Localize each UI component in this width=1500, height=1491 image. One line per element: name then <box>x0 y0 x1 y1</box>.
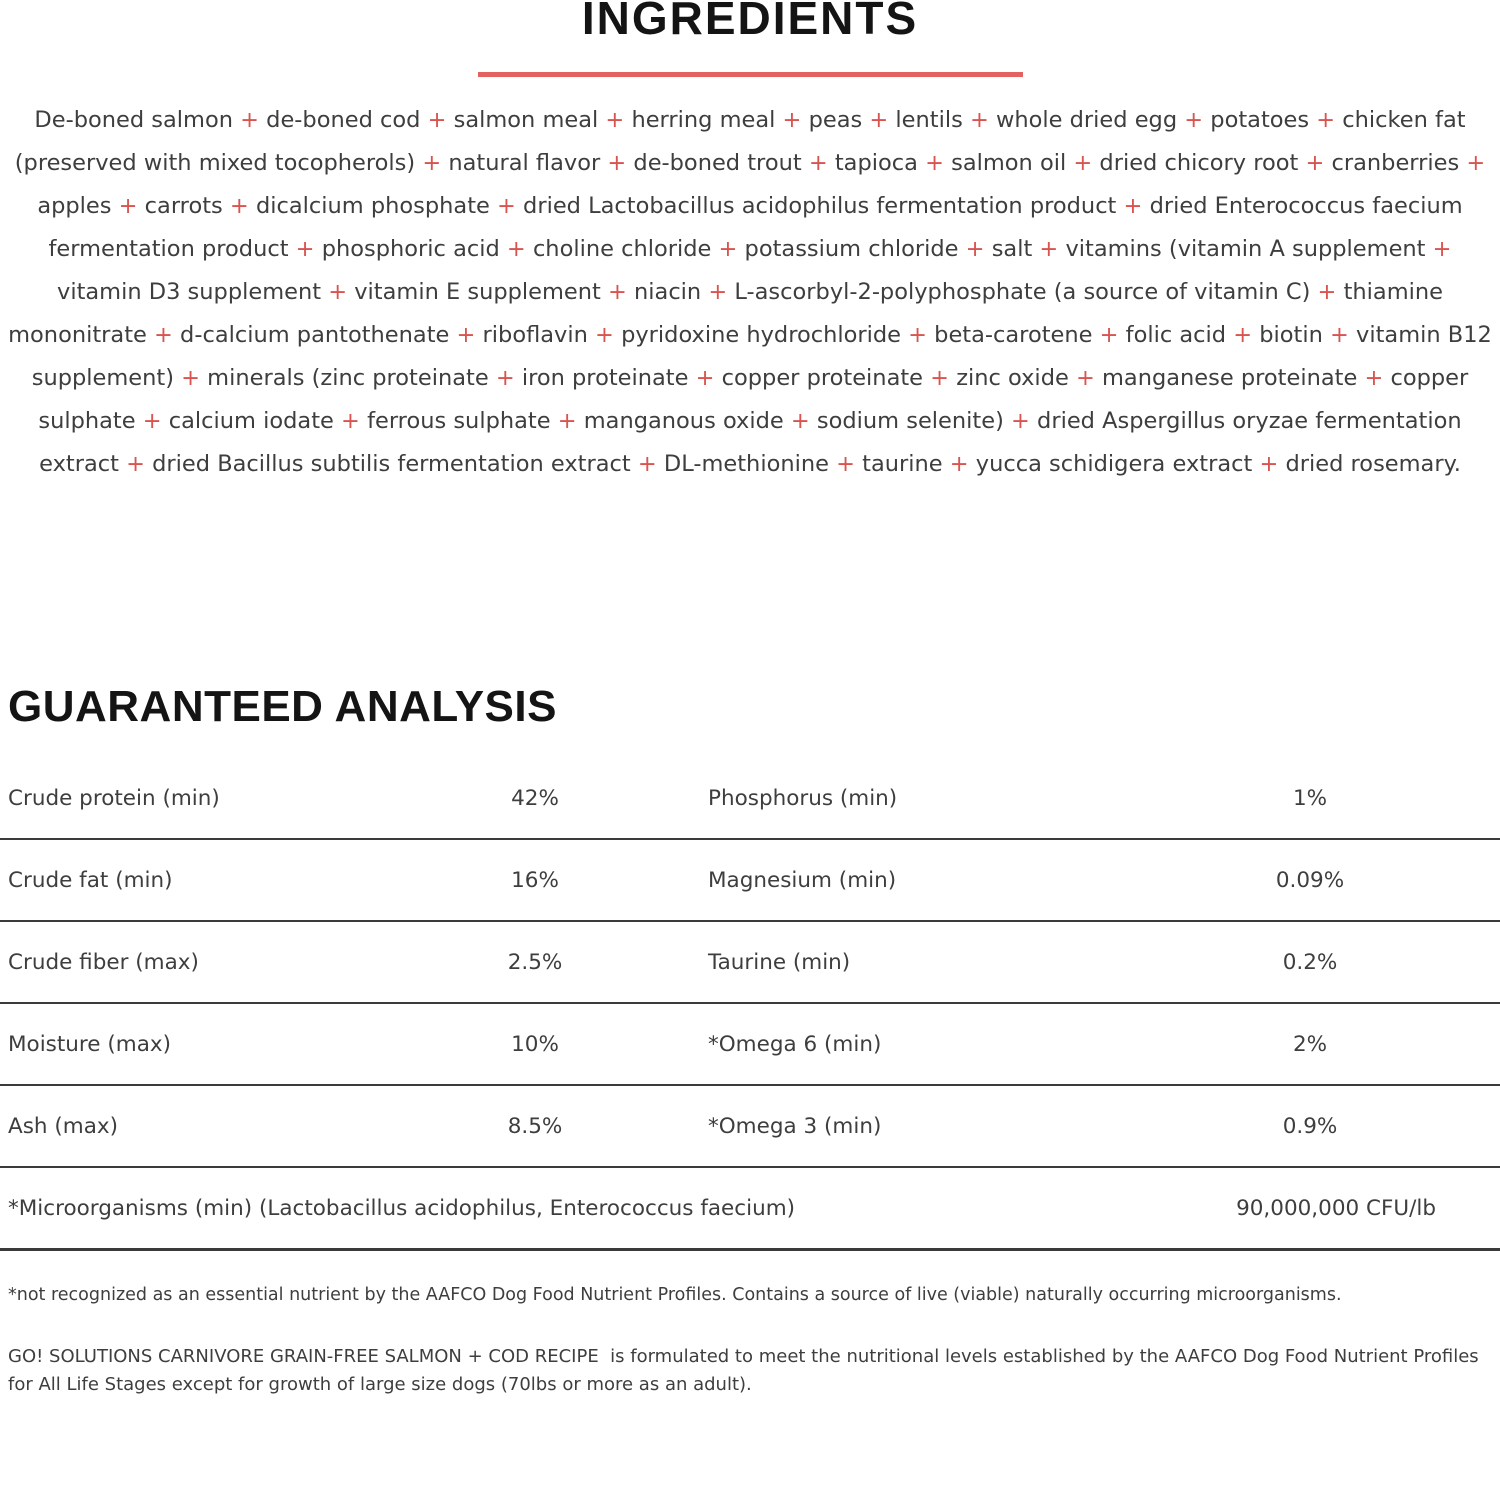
ingredient-item: dried Enterococcus faecium fermentation product <box>48 193 1463 262</box>
ingredient-item: d-calcium pantothenate <box>180 322 450 348</box>
ingredients-list <box>1 99 1499 486</box>
ingredient-item: salmon meal <box>453 107 599 133</box>
nutrient-label: *Omega 6 (min) <box>708 1031 882 1057</box>
ingredient-item: copper sulphate <box>38 365 1469 434</box>
nutrient-label: *Omega 3 (min) <box>708 1113 882 1139</box>
plus-separator-icon: + <box>600 279 635 305</box>
ingredient-item: potatoes <box>1210 107 1310 133</box>
ingredient-item: natural flavor <box>448 150 601 176</box>
table-row <box>0 1086 1500 1168</box>
ingredients-title: INGREDIENTS <box>581 0 919 44</box>
ingredient-item: De-boned salmon <box>34 107 233 133</box>
table-row-microorganisms <box>0 1168 1500 1251</box>
ingredient-item: chicken fat (preserved with mixed tocopherols) <box>14 107 1466 176</box>
plus-separator-icon: + <box>1177 107 1211 133</box>
ingredient-item: dried Bacillus subtilis fermentation extract <box>152 451 631 477</box>
nutrient-label: Ash (max) <box>8 1113 118 1139</box>
ingredient-item: dried chicory root <box>1099 150 1299 176</box>
plus-separator-icon: + <box>1066 150 1100 176</box>
nutrient-value: 1% <box>1292 785 1328 811</box>
plus-separator-icon: + <box>711 236 745 262</box>
ingredient-item: thiamine mononitrate <box>8 279 1443 348</box>
plus-separator-icon: + <box>1116 193 1150 219</box>
plus-separator-icon: + <box>489 193 524 219</box>
nutrient-label: Crude fat (min) <box>8 867 173 893</box>
ingredient-item: salmon oil <box>951 150 1067 176</box>
plus-separator-icon: + <box>1310 279 1344 305</box>
plus-separator-icon: + <box>630 451 664 477</box>
table-row <box>0 840 1500 922</box>
nutrient-value: 16% <box>511 867 559 893</box>
ingredient-item: biotin <box>1259 322 1323 348</box>
plus-separator-icon: + <box>146 322 181 348</box>
plus-separator-icon: + <box>901 322 935 348</box>
nutrient-label: Phosphorus (min) <box>708 785 898 811</box>
ingredient-item: carrots <box>144 193 223 219</box>
ingredient-item: potassium chloride <box>744 236 959 262</box>
plus-separator-icon: + <box>828 451 863 477</box>
ingredient-item: ferrous sulphate <box>367 408 551 434</box>
plus-separator-icon: + <box>917 150 952 176</box>
ingredient-item: riboflavin <box>482 322 588 348</box>
ingredient-item: de-boned trout <box>633 150 802 176</box>
plus-separator-icon: + <box>488 365 522 391</box>
plus-separator-icon: + <box>118 451 153 477</box>
title-underline-rule <box>478 72 1023 77</box>
plus-separator-icon: + <box>600 150 634 176</box>
ingredient-item: lentils <box>895 107 963 133</box>
plus-separator-icon: + <box>688 365 722 391</box>
ingredient-item: DL-methionine <box>663 451 829 477</box>
ingredient-item: manganese proteinate <box>1102 365 1358 391</box>
ingredient-item: vitamin B12 supplement) <box>31 322 1492 391</box>
plus-separator-icon: + <box>174 365 208 391</box>
ingredient-item: dried Aspergillus oryzae fermentation extract <box>39 408 1462 477</box>
nutrient-value: 0.09% <box>1275 867 1345 893</box>
plus-separator-icon: + <box>942 451 976 477</box>
nutrient-label: Moisture (max) <box>8 1031 171 1057</box>
nutrient-label: Crude fiber (max) <box>8 949 199 975</box>
plus-separator-icon: + <box>1068 365 1102 391</box>
plus-separator-icon: + <box>1298 150 1332 176</box>
plus-separator-icon: + <box>135 408 169 434</box>
ingredient-item: choline chloride <box>532 236 712 262</box>
plus-separator-icon: + <box>862 107 896 133</box>
plus-separator-icon: + <box>1459 150 1486 176</box>
ingredient-item: sodium selenite) <box>816 408 1004 434</box>
plus-separator-icon: + <box>958 236 992 262</box>
plus-separator-icon: + <box>288 236 322 262</box>
plus-separator-icon: + <box>1092 322 1126 348</box>
ingredient-item: peas <box>808 107 863 133</box>
ingredient-item: beta-carotene <box>934 322 1093 348</box>
plus-separator-icon: + <box>499 236 533 262</box>
plus-separator-icon: + <box>1252 451 1286 477</box>
plus-separator-icon: + <box>701 279 735 305</box>
nutrient-value: 0.2% <box>1282 949 1338 975</box>
nutrient-value: 2% <box>1292 1031 1328 1057</box>
nutrient-value: 10% <box>511 1031 559 1057</box>
microorganisms-value: 90,000,000 CFU/lb <box>1236 1195 1436 1221</box>
plus-separator-icon: + <box>1032 236 1066 262</box>
plus-separator-icon: + <box>420 107 454 133</box>
ingredient-item: whole dried egg <box>995 107 1178 133</box>
ingredient-item: phosphoric acid <box>321 236 500 262</box>
nutrient-value: 0.9% <box>1282 1113 1338 1139</box>
ingredient-item: dried rosemary. <box>1285 451 1461 477</box>
table-row <box>0 758 1500 840</box>
ingredient-item: niacin <box>634 279 702 305</box>
ingredient-item: herring meal <box>631 107 776 133</box>
microorganisms-label: *Microorganisms (min) (Lactobacillus acidophilus, Enterococcus faecium) <box>8 1195 796 1221</box>
ingredient-item: iron proteinate <box>521 365 689 391</box>
plus-separator-icon: + <box>783 408 817 434</box>
table-row <box>0 1004 1500 1086</box>
ingredient-item: vitamins (vitamin A supplement <box>1065 236 1426 262</box>
nutrient-value: 8.5% <box>507 1113 563 1139</box>
ingredient-item: yucca schidigera extract <box>975 451 1253 477</box>
nutrient-value: 2.5% <box>507 949 563 975</box>
ingredient-item: vitamin D3 supplement <box>57 279 322 305</box>
plus-separator-icon: + <box>222 193 256 219</box>
plus-separator-icon: + <box>550 408 584 434</box>
plus-separator-icon: + <box>1425 236 1452 262</box>
nutrient-label: Crude protein (min) <box>8 785 220 811</box>
plus-separator-icon: + <box>1003 408 1038 434</box>
guaranteed-analysis-title: GUARANTEED ANALYSIS <box>8 682 557 731</box>
nutrient-label: Magnesium (min) <box>708 867 897 893</box>
ingredient-item: taurine <box>862 451 943 477</box>
plus-separator-icon: + <box>598 107 632 133</box>
ingredient-item: cranberries <box>1331 150 1460 176</box>
plus-separator-icon: + <box>321 279 355 305</box>
plus-separator-icon: + <box>1309 107 1343 133</box>
ingredient-item: manganous oxide <box>583 408 784 434</box>
plus-separator-icon: + <box>1357 365 1391 391</box>
ingredient-item: dried Lactobacillus acidophilus fermentation product <box>523 193 1117 219</box>
ingredient-item: de-boned cod <box>266 107 421 133</box>
ingredient-item: vitamin E supplement <box>354 279 601 305</box>
ingredient-item: pyridoxine hydrochloride <box>621 322 901 348</box>
ingredient-item: copper proteinate <box>721 365 924 391</box>
guaranteed-analysis-table <box>0 758 1500 1251</box>
nutrient-label: Taurine (min) <box>708 949 851 975</box>
ingredient-item: salt <box>991 236 1033 262</box>
aafco-footnote: *not recognized as an essential nutrient by the AAFCO Dog Food Nutrient Profiles. Contains a source of live (viable) naturally occurring microorganisms. <box>8 1285 1342 1305</box>
plus-separator-icon: + <box>1226 322 1260 348</box>
plus-separator-icon: + <box>923 365 957 391</box>
plus-separator-icon: + <box>415 150 449 176</box>
plus-separator-icon: + <box>962 107 996 133</box>
ingredient-item: dicalcium phosphate <box>255 193 490 219</box>
ingredient-item: calcium iodate <box>168 408 334 434</box>
plus-separator-icon: + <box>449 322 483 348</box>
ingredient-item: zinc oxide <box>956 365 1069 391</box>
plus-separator-icon: + <box>233 107 267 133</box>
ingredient-item: minerals (zinc proteinate <box>207 365 489 391</box>
table-row <box>0 922 1500 1004</box>
ingredient-item: apples <box>37 193 112 219</box>
plus-separator-icon: + <box>587 322 622 348</box>
ingredient-item: tapioca <box>834 150 918 176</box>
plus-separator-icon: + <box>801 150 835 176</box>
formulation-statement: GO! SOLUTIONS CARNIVORE GRAIN-FREE SALMON + COD RECIPE is formulated to meet the nutritional levels established by the AAFCO Dog Food Nutrient Profiles for All Life Stages except for growth of large size dogs (70lbs or more as an adult). <box>8 1346 1485 1395</box>
nutrient-value: 42% <box>511 785 559 811</box>
ingredient-item: L-ascorbyl-2-polyphosphate (a source of vitamin C) <box>734 279 1311 305</box>
ingredient-item: folic acid <box>1125 322 1227 348</box>
plus-separator-icon: + <box>1322 322 1357 348</box>
plus-separator-icon: + <box>111 193 145 219</box>
plus-separator-icon: + <box>775 107 809 133</box>
plus-separator-icon: + <box>333 408 368 434</box>
